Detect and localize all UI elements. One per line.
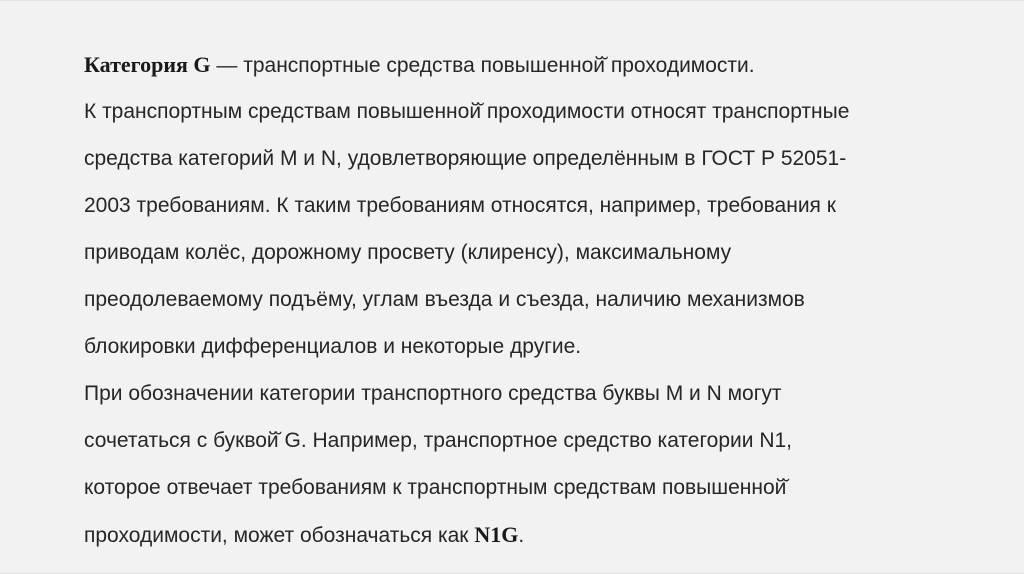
- paragraph1-line: блокировки дифференциалов и некоторые другие.: [84, 335, 582, 358]
- paragraph2-last-line: [84, 511, 964, 558]
- last-line-text: проходимости, может обозначаться как: [84, 524, 475, 547]
- title-line: [84, 41, 964, 88]
- paragraph1-line: К транспортным средствам повышенной̆ проходимости относят транспортные: [84, 100, 850, 123]
- paragraph1-line: 2003 требованиям. К таким требованиям относятся, например, требования к: [84, 194, 836, 217]
- paragraph1-line: преодолеваемому подъёму, углам въезда и съезда, наличию механизмов: [84, 288, 805, 311]
- last-line-period: .: [518, 524, 525, 547]
- slide-content: [84, 41, 964, 558]
- paragraph2-line: сочетаться с буквой̆ G. Например, транспортное средство категории N1,: [84, 429, 793, 452]
- paragraph1-line: приводам колёс, дорожному просвету (клиренсу), максимальному: [84, 241, 732, 264]
- n1g-designation: N1G: [474, 522, 519, 547]
- category-definition: — транспортные средства повышенной̆ проходимости.: [210, 54, 755, 77]
- paragraph1-line: средства категорий M и N, удовлетворяющие определённым в ГОСТ Р 52051-: [84, 147, 847, 170]
- category-term: Категория G: [84, 52, 211, 77]
- paragraph2-line: При обозначении категории транспортного средства буквы M и N могут: [84, 382, 782, 405]
- paragraph2-line: которое отвечает требованиям к транспортным средствам повышенной̆: [84, 476, 787, 499]
